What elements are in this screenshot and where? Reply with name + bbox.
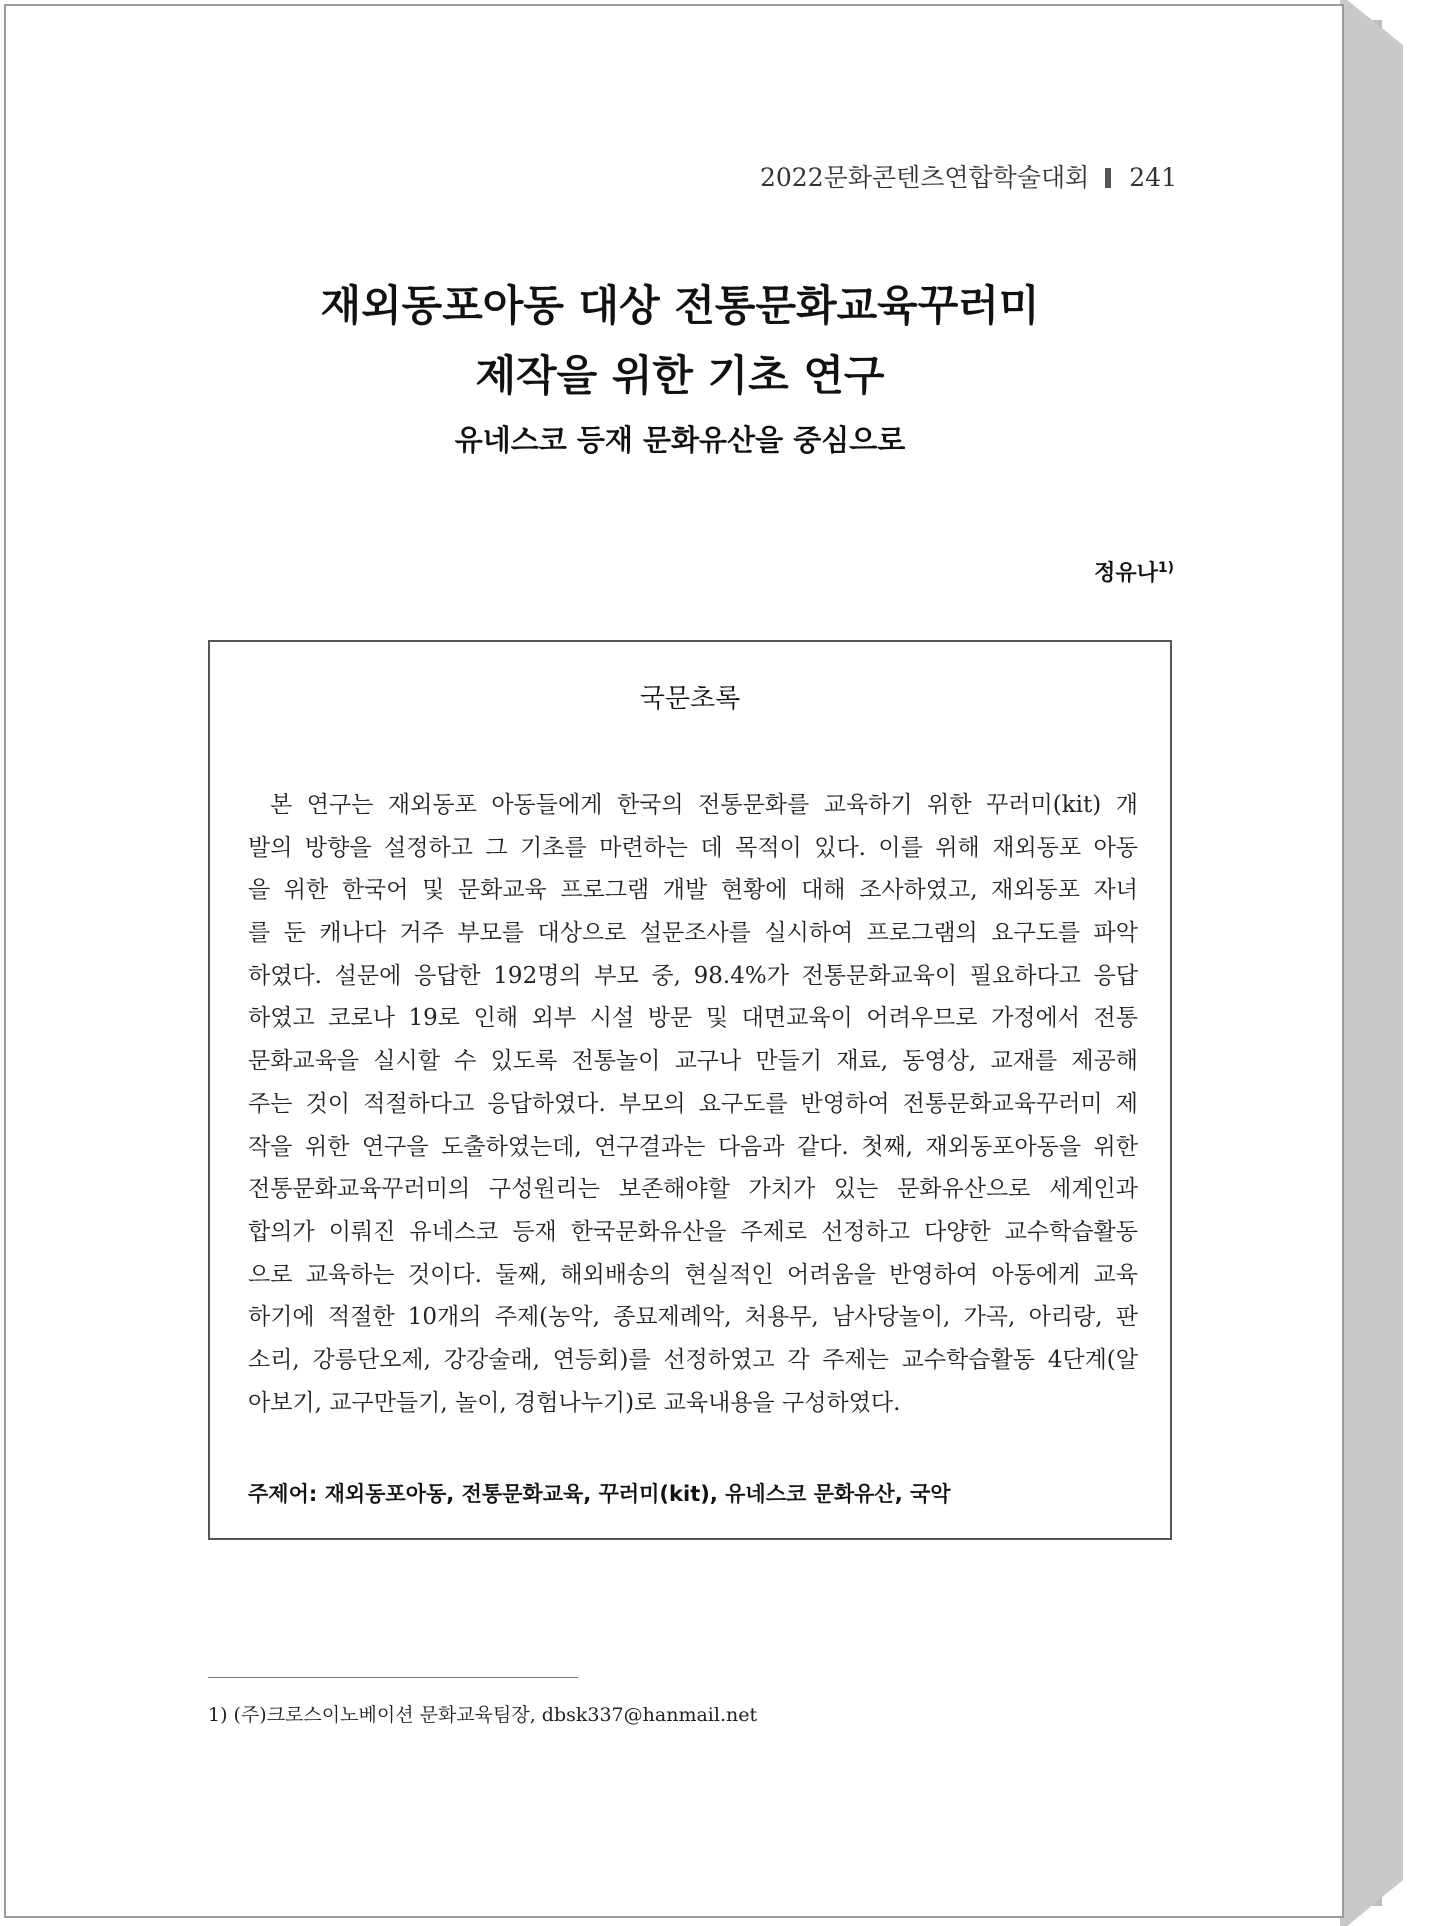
conference-name: 2022문화콘텐츠연합학술대회 bbox=[760, 163, 1090, 192]
abstract-body bbox=[248, 784, 1138, 1424]
abstract-line: 본 연구는 재외동포 아동들에게 한국의 전통문화를 교육하기 위한 꾸러미(kit) 개 bbox=[270, 792, 1138, 818]
abstract-heading: 국문초록 bbox=[639, 684, 741, 714]
abstract-line: 하였고 코로나 19로 인해 외부 시설 방문 및 대면교육이 어려우므로 가정에서 전통 bbox=[248, 1005, 1138, 1032]
author-name: 정유나 bbox=[1094, 561, 1158, 586]
abstract-line: 를 둔 캐나다 거주 부모를 대상으로 설문조사를 실시하여 프로그램의 요구도를 파악 bbox=[248, 920, 1138, 947]
page-number: 241 bbox=[1129, 163, 1177, 192]
abstract-line: 으로 교육하는 것이다. 둘째, 해외배송의 현실적인 어려움을 반영하여 아동에게 교육 bbox=[248, 1261, 1138, 1288]
abstract-line: 발의 방향을 설정하고 그 기초를 마련하는 데 목적이 있다. 이를 위해 재외동포 아동 bbox=[248, 834, 1138, 861]
abstract-line: 하기에 적절한 10개의 주제(농악, 종묘제례악, 처용무, 남사당놀이, 가곡, 아리랑, 판 bbox=[248, 1304, 1138, 1331]
abstract-line: 주는 것이 적절하다고 응답하였다. 부모의 요구도를 반영하여 전통문화교육꾸러미 제 bbox=[248, 1090, 1138, 1117]
abstract-line: 합의가 이뤄진 유네스코 등재 한국문화유산을 주제로 선정하고 다양한 교수학습활동 bbox=[248, 1218, 1138, 1245]
abstract-box bbox=[208, 640, 1172, 1540]
footnote-rule bbox=[208, 1677, 578, 1678]
author bbox=[1094, 556, 1174, 587]
subtitle: 유네스코 등재 문화유산을 중심으로 bbox=[454, 423, 906, 457]
abstract-line: 아보기, 교구만들기, 놀이, 경험나누기)로 교육내용을 구성하였다. bbox=[248, 1389, 901, 1416]
abstract-line: 문화교육을 실시할 수 있도록 전통놀이 교구나 만들기 재료, 동영상, 교재를 제공해 bbox=[248, 1048, 1138, 1075]
abstract-line: 을 위한 한국어 및 문화교육 프로그램 개발 현황에 대해 조사하였고, 재외동포 자녀 bbox=[248, 877, 1138, 904]
keywords: 주제어: 재외동포아동, 전통문화교육, 꾸러미(kit), 유네스코 문화유산, 국악 bbox=[248, 1482, 951, 1506]
author-footnote-mark: 1) bbox=[1157, 560, 1174, 576]
abstract-line: 작을 위한 연구을 도출하였는데, 연구결과는 다음과 같다. 첫째, 재외동포아동을 위한 bbox=[248, 1133, 1138, 1160]
title-line-2: 제작을 위한 기초 연구 bbox=[475, 351, 885, 400]
title-line-1: 재외동포아동 대상 전통문화교육꾸러미 bbox=[320, 281, 1040, 330]
running-head bbox=[760, 158, 1177, 194]
abstract-line: 소리, 강릉단오제, 강강술래, 연등회)를 선정하였고 각 주제는 교수학습활동 4단계(알 bbox=[248, 1346, 1138, 1373]
abstract-line: 하였다. 설문에 응답한 192명의 부모 중, 98.4%가 전통문화교육이 필요하다고 응답 bbox=[248, 962, 1138, 989]
running-head-separator bbox=[1105, 168, 1111, 188]
footnote: 1) (주)크로스이노베이션 문화교육팀장, dbsk337@hanmail.net bbox=[208, 1704, 758, 1726]
abstract-line: 전통문화교육꾸러미의 구성원리는 보존해야할 가치가 있는 문화유산으로 세계인과 bbox=[248, 1176, 1138, 1203]
page-stack bbox=[1340, 0, 1430, 1926]
